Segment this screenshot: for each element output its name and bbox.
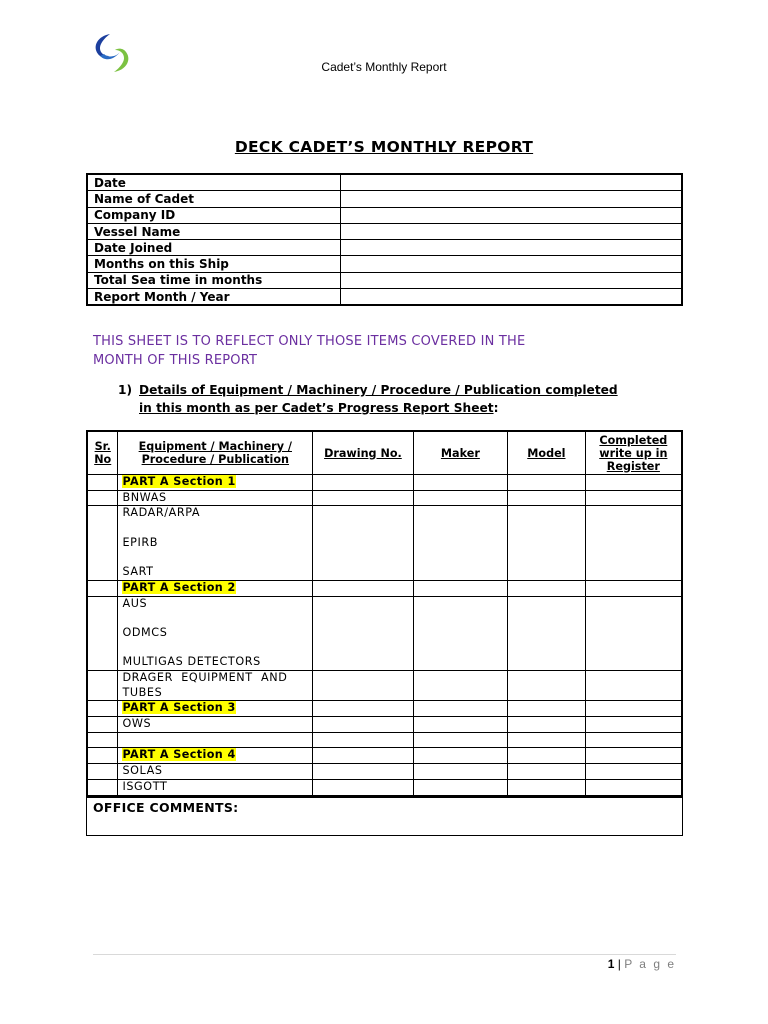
info-row-report-month [87,289,682,306]
item-label: OWS [118,717,313,733]
info-label: Date [87,174,341,191]
section-heading: PART A Section 1 [118,475,313,491]
info-row-sea-time [87,272,682,288]
header-sr-no: Sr. No [87,431,118,475]
notice-text [93,333,653,370]
page-footer [608,957,676,971]
header-completed: Completed write up in Register [585,431,682,475]
header-model: Model [508,431,586,475]
info-row-months [87,256,682,272]
item-label: ISGOTT [118,779,313,795]
info-label: Report Month / Year [87,289,341,306]
info-row-company-id [87,207,682,223]
table-row [87,748,682,764]
table-row [87,717,682,733]
item-label: SART [122,565,154,579]
info-label: Vessel Name [87,223,341,239]
document-title: DECK CADET’S MONTHLY REPORT [234,138,534,156]
table-row [87,475,682,491]
item-label: MULTIGAS DETECTORS [122,655,261,669]
item-label: EPIRB [122,535,159,549]
info-row-date [87,174,682,191]
header-maker: Maker [413,431,507,475]
header-title: Cadet’s Monthly Report [321,60,447,74]
table-row [87,596,682,670]
office-comments-box[interactable] [86,797,683,836]
table-row [87,764,682,780]
info-value-name[interactable] [341,191,683,207]
section-heading: PART A Section 4 [118,748,313,764]
footer-separator: | [617,957,621,971]
table-header-row [87,431,682,475]
cadet-info-table [86,173,683,306]
table-row [87,779,682,795]
info-label: Total Sea time in months [87,272,341,288]
info-value-date[interactable] [341,174,683,191]
table-row [87,506,682,580]
info-label: Months on this Ship [87,256,341,272]
footer-divider [93,954,676,955]
item-label: RADAR/ARPA [122,506,201,520]
info-label: Name of Cadet [87,191,341,207]
item-1-suffix: : [493,400,499,415]
item-label: SOLAS [118,764,313,780]
header-equipment: Equipment / Machinery / Procedure / Publication [118,431,313,475]
item-label: BNWAS [118,490,313,506]
info-value-months[interactable] [341,256,683,272]
notice-line-1: THIS SHEET IS TO REFLECT ONLY THOSE ITEMS COVERED IN THE [93,334,526,349]
info-row-date-joined [87,240,682,256]
office-comments-label: OFFICE COMMENTS: [93,800,239,815]
item-label: DRAGER EQUIPMENT AND TUBES [118,670,313,700]
item-label: ODMCS [122,625,168,639]
info-label: Company ID [87,207,341,223]
item-number: 1) [118,383,133,397]
info-value-date-joined[interactable] [341,240,683,256]
section-heading: PART A Section 2 [118,580,313,596]
info-value-company-id[interactable] [341,207,683,223]
info-value-vessel[interactable] [341,223,683,239]
item-label-group [118,506,313,580]
info-row-name [87,191,682,207]
table-row [87,580,682,596]
item-1-line-1: Details of Equipment / Machinery / Procedure / Publication completed [139,383,618,397]
item-1-line-2: in this month as per Cadet’s Progress Report Sheet [139,400,494,415]
item-label: AUS [122,596,148,610]
table-row [87,701,682,717]
notice-line-2: MONTH OF THIS REPORT [93,352,258,368]
info-value-sea-time[interactable] [341,272,683,288]
table-row [87,670,682,700]
info-row-vessel [87,223,682,239]
table-row [87,490,682,506]
header-drawing-no: Drawing No. [313,431,414,475]
equipment-table [86,430,683,797]
item-label-group [118,596,313,670]
table-row [87,732,682,748]
page-number: 1 [607,957,615,971]
info-value-report-month[interactable] [341,289,683,306]
info-label: Date Joined [87,240,341,256]
section-heading: PART A Section 3 [118,701,313,717]
page-word: P a g e [624,957,676,971]
